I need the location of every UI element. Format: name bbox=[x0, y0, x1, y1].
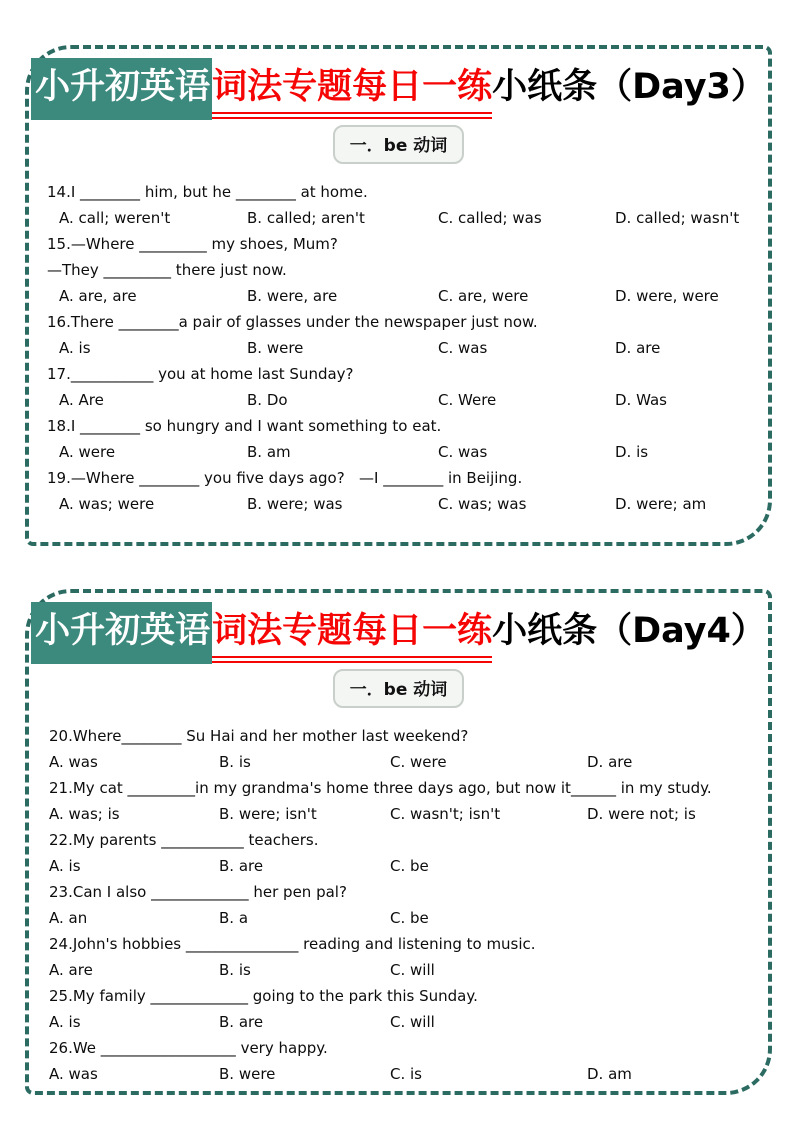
section-badge-row bbox=[29, 669, 768, 708]
option-a: A. were bbox=[59, 442, 116, 461]
option-a: A. is bbox=[49, 1012, 81, 1031]
option-a: A. are, are bbox=[59, 286, 137, 305]
question-text: 16.There ________a pair of glasses under the newspaper just now. bbox=[47, 312, 538, 331]
option-c: C. is bbox=[390, 1064, 422, 1083]
option-b: B. were; isn't bbox=[219, 804, 317, 823]
question-text: 21.My cat _________in my grandma's home three days ago, but now it______ in my study. bbox=[49, 778, 712, 797]
option-d: D. were not; is bbox=[587, 804, 696, 823]
title-red-underlined: 词法专题每日一练 bbox=[212, 65, 492, 119]
option-c: C. will bbox=[390, 960, 435, 979]
option-a: A. an bbox=[49, 908, 88, 927]
options-row bbox=[49, 957, 760, 983]
question-21 bbox=[49, 775, 760, 827]
option-b: B. are bbox=[219, 856, 264, 875]
section-badge: 一．be 动词 bbox=[333, 125, 465, 164]
question-list bbox=[49, 723, 760, 1087]
question-text-line2: —They _________ there just now. bbox=[47, 260, 287, 279]
question-22 bbox=[49, 827, 760, 879]
question-16 bbox=[47, 309, 760, 361]
option-d: D. were, were bbox=[615, 286, 719, 305]
options-row bbox=[47, 387, 760, 413]
option-b: B. is bbox=[219, 960, 251, 979]
question-23 bbox=[49, 879, 760, 931]
option-c: C. was bbox=[438, 338, 488, 357]
options-row bbox=[49, 749, 760, 775]
question-15 bbox=[47, 231, 760, 309]
question-text: 22.My parents ___________ teachers. bbox=[49, 830, 319, 849]
title-suffix: 小纸条（Day4） bbox=[492, 611, 766, 651]
option-a: A. was; were bbox=[59, 494, 155, 513]
section-badge: 一．be 动词 bbox=[333, 669, 465, 708]
question-17 bbox=[47, 361, 760, 413]
worksheet-card-day4 bbox=[25, 589, 772, 1095]
option-c: C. be bbox=[390, 908, 429, 927]
option-a: A. call; weren't bbox=[59, 208, 171, 227]
options-row bbox=[47, 283, 760, 309]
options-row bbox=[49, 1061, 760, 1087]
option-a: A. Are bbox=[59, 390, 104, 409]
question-24 bbox=[49, 931, 760, 983]
option-b: B. Do bbox=[247, 390, 288, 409]
question-text: 25.My family _____________ going to the park this Sunday. bbox=[49, 986, 478, 1005]
option-d: D. am bbox=[587, 1064, 632, 1083]
option-b: B. were bbox=[219, 1064, 276, 1083]
option-a: A. was bbox=[49, 752, 98, 771]
option-c: C. Were bbox=[438, 390, 497, 409]
worksheet-card-day3 bbox=[25, 45, 772, 546]
question-18 bbox=[47, 413, 760, 465]
question-text: 20.Where________ Su Hai and her mother last weekend? bbox=[49, 726, 469, 745]
question-text: 14.I ________ him, but he ________ at home. bbox=[47, 182, 368, 201]
option-a: A. was; is bbox=[49, 804, 120, 823]
title-highlight: 小升初英语 bbox=[31, 58, 212, 120]
option-d: D. are bbox=[587, 752, 633, 771]
title-highlight: 小升初英语 bbox=[31, 602, 212, 664]
question-text: 15.—Where _________ my shoes, Mum? bbox=[47, 234, 338, 253]
title-suffix: 小纸条（Day3） bbox=[492, 67, 766, 107]
option-b: B. were bbox=[247, 338, 304, 357]
option-b: B. a bbox=[219, 908, 249, 927]
option-b: B. called; aren't bbox=[247, 208, 365, 227]
question-text: 18.I ________ so hungry and I want something to eat. bbox=[47, 416, 442, 435]
option-c: C. was bbox=[438, 442, 488, 461]
option-d: D. called; wasn't bbox=[615, 208, 740, 227]
option-d: D. Was bbox=[615, 390, 667, 409]
worksheet-title bbox=[29, 58, 768, 120]
option-a: A. is bbox=[49, 856, 81, 875]
option-c: C. was; was bbox=[438, 494, 527, 513]
option-c: C. be bbox=[390, 856, 429, 875]
question-text: 19.—Where ________ you five days ago? —I ________ in Beijing. bbox=[47, 468, 523, 487]
option-a: A. was bbox=[49, 1064, 98, 1083]
option-a: A. are bbox=[49, 960, 93, 979]
option-b: B. were; was bbox=[247, 494, 343, 513]
options-row bbox=[47, 491, 760, 517]
option-c: C. will bbox=[390, 1012, 435, 1031]
question-19 bbox=[47, 465, 760, 517]
option-c: C. are, were bbox=[438, 286, 529, 305]
option-b: B. am bbox=[247, 442, 291, 461]
option-d: D. were; am bbox=[615, 494, 707, 513]
title-red-underlined: 词法专题每日一练 bbox=[212, 609, 492, 663]
options-row bbox=[47, 205, 760, 231]
question-26 bbox=[49, 1035, 760, 1087]
question-14 bbox=[47, 179, 760, 231]
worksheet-title bbox=[29, 602, 768, 664]
options-row bbox=[47, 335, 760, 361]
option-c: C. were bbox=[390, 752, 447, 771]
option-b: B. is bbox=[219, 752, 251, 771]
option-d: D. are bbox=[615, 338, 661, 357]
options-row bbox=[47, 439, 760, 465]
options-row bbox=[49, 1009, 760, 1035]
section-badge-row bbox=[29, 125, 768, 164]
question-text: 24.John's hobbies _______________ reading and listening to music. bbox=[49, 934, 536, 953]
options-row bbox=[49, 801, 760, 827]
question-text: 17.___________ you at home last Sunday? bbox=[47, 364, 354, 383]
option-d: D. is bbox=[615, 442, 649, 461]
options-row bbox=[49, 853, 760, 879]
question-text: 23.Can I also _____________ her pen pal? bbox=[49, 882, 347, 901]
option-a: A. is bbox=[59, 338, 91, 357]
option-c: C. called; was bbox=[438, 208, 542, 227]
option-b: B. were, are bbox=[247, 286, 338, 305]
options-row bbox=[49, 905, 760, 931]
option-b: B. are bbox=[219, 1012, 264, 1031]
question-20 bbox=[49, 723, 760, 775]
question-list bbox=[47, 179, 760, 517]
question-text: 26.We __________________ very happy. bbox=[49, 1038, 328, 1057]
question-25 bbox=[49, 983, 760, 1035]
option-c: C. wasn't; isn't bbox=[390, 804, 501, 823]
